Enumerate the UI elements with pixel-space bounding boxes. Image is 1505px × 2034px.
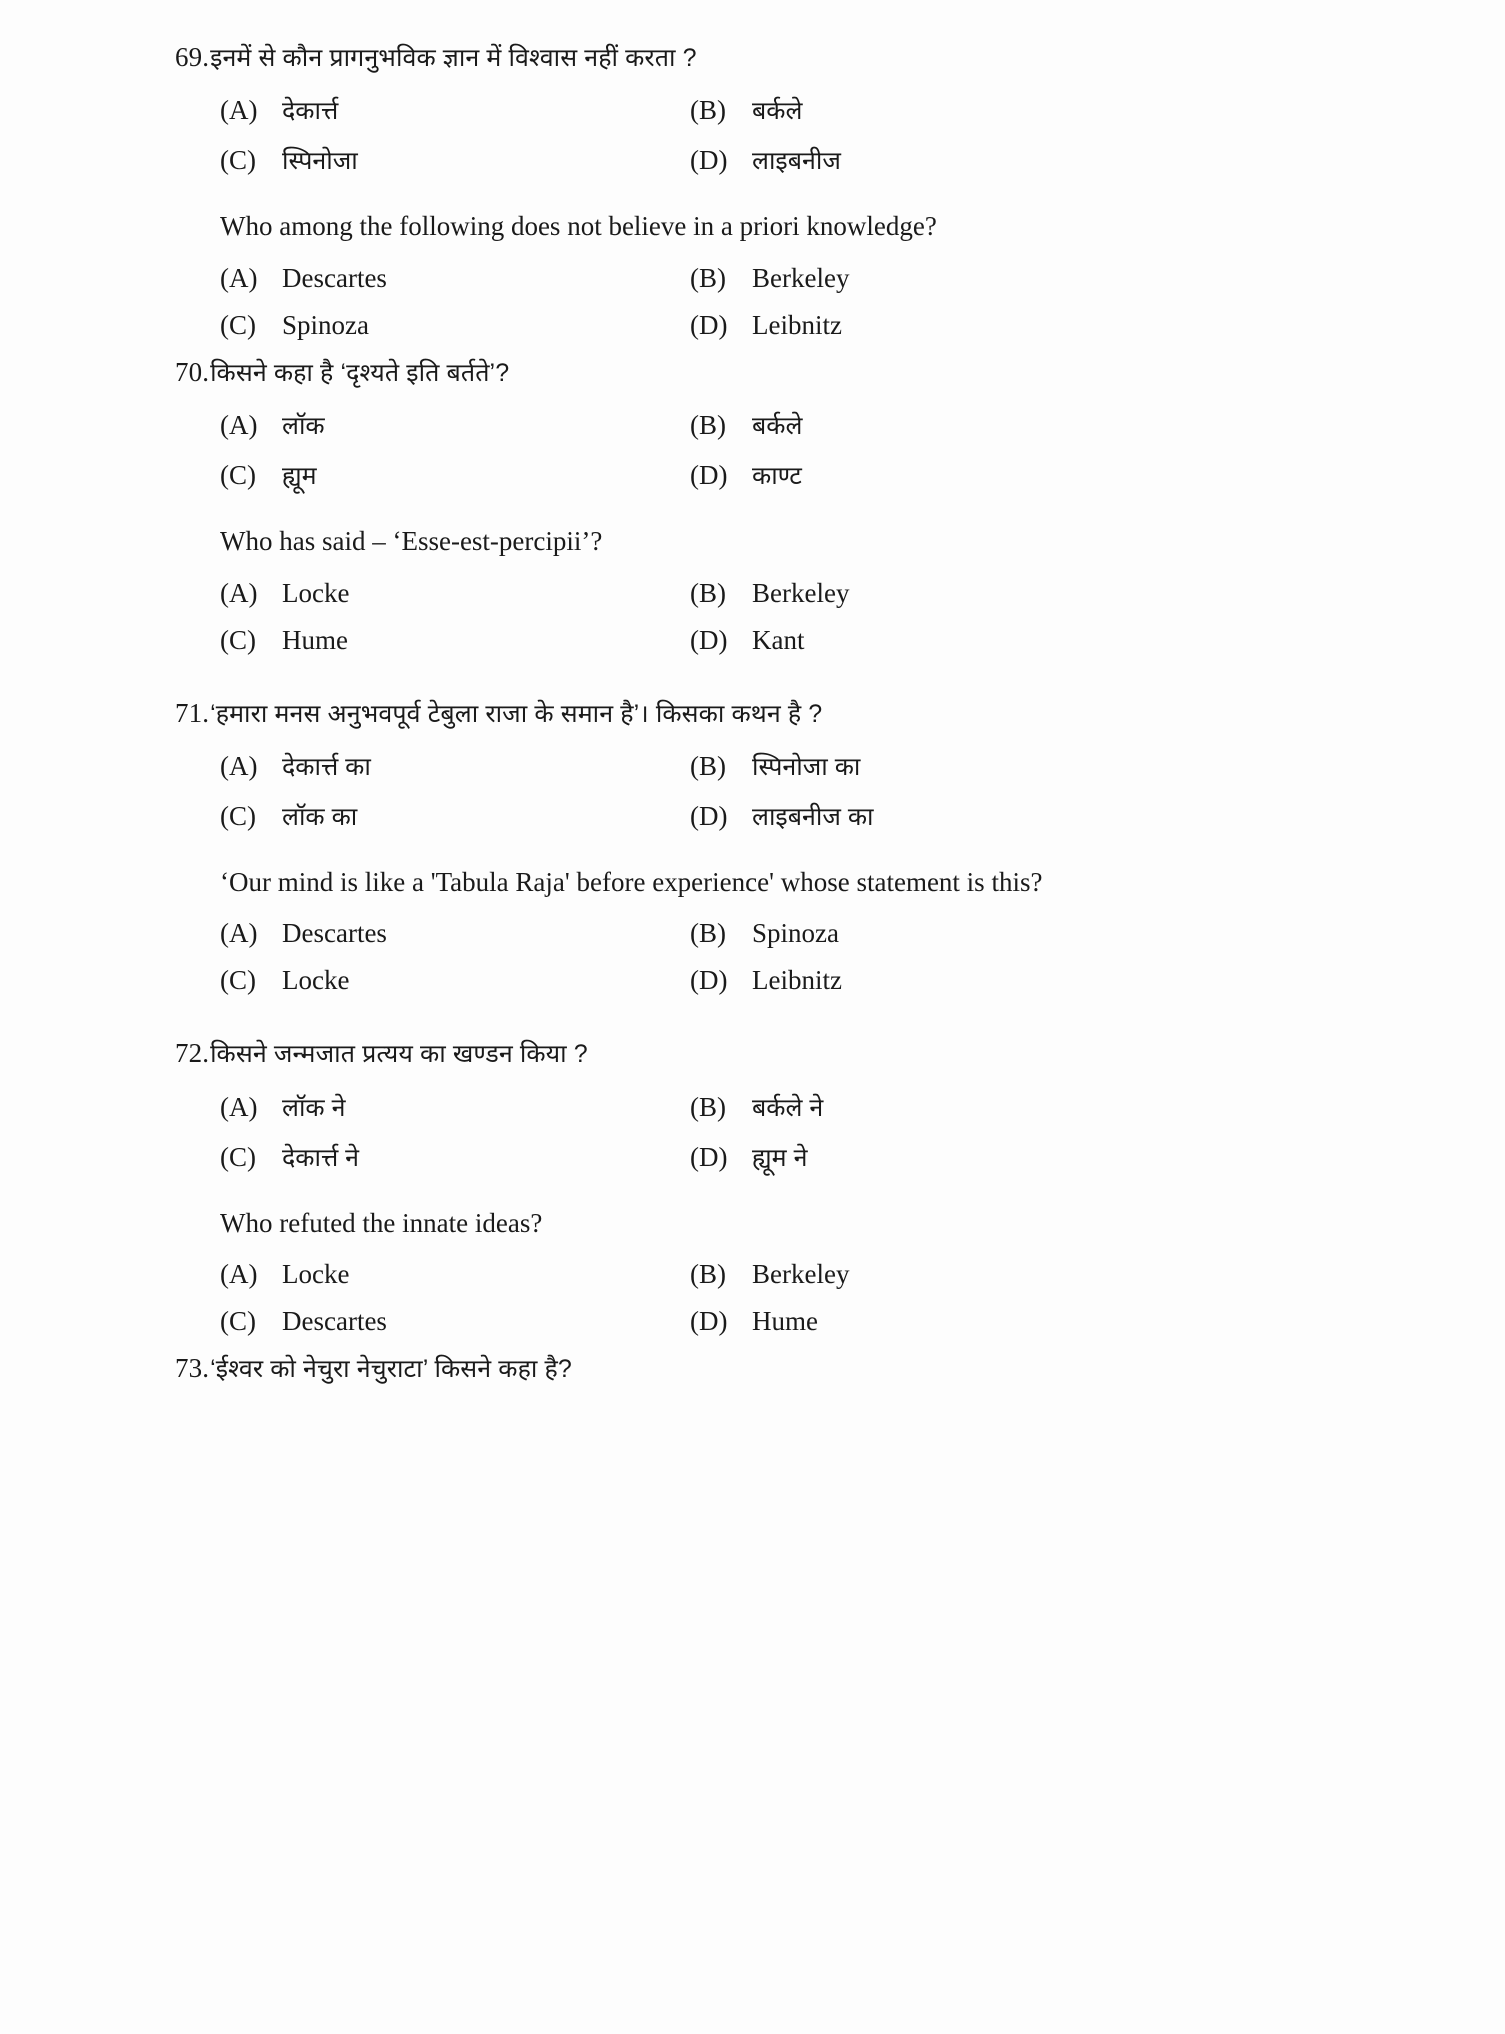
question-70-english-options [175, 578, 1385, 656]
option-72-english-b[interactable] [690, 1259, 849, 1290]
option-key: (B) [690, 918, 726, 949]
option-key: (B) [690, 1259, 726, 1290]
option-72-english-c[interactable] [220, 1306, 690, 1337]
spacer [175, 191, 1385, 205]
option-key: (C) [220, 965, 256, 996]
option-label: स्पिनोजा का [752, 752, 861, 781]
question-72-english-options [175, 1259, 1385, 1337]
option-69-english-c[interactable] [220, 310, 690, 341]
option-key: (A) [220, 1091, 258, 1122]
option-key: (C) [220, 309, 256, 340]
option-label: लाइबनीज का [752, 802, 874, 831]
option-71-english-a[interactable] [220, 918, 690, 949]
option-row [220, 625, 1385, 656]
option-key: (B) [690, 95, 726, 126]
option-key: (A) [220, 577, 258, 608]
option-label: बर्कले [752, 411, 803, 440]
option-label: Descartes [282, 918, 387, 949]
option-label: स्पिनोजा [282, 147, 358, 176]
option-key: (C) [220, 624, 256, 655]
option-71-english-d[interactable] [690, 965, 842, 996]
option-70-hindi-a[interactable] [220, 408, 690, 442]
question-69-hindi-stem: 69. इनमें से कौन प्रागनुभविक ज्ञान में विश्वास नहीं करता ? [175, 40, 1385, 75]
question-block-70 [175, 355, 1385, 656]
option-label: लॉक [282, 411, 325, 440]
question-block-69 [175, 40, 1385, 341]
option-key: (D) [690, 1306, 728, 1337]
option-key: (A) [220, 409, 258, 440]
question-69-number: 69. [175, 42, 210, 72]
option-label: Descartes [282, 1306, 387, 1337]
question-71-english-options [175, 918, 1385, 996]
option-row [220, 93, 1385, 127]
option-72-hindi-d[interactable] [690, 1140, 807, 1174]
option-key: (D) [690, 145, 728, 176]
option-70-english-d[interactable] [690, 625, 804, 656]
option-label: Descartes [282, 262, 387, 293]
option-key: (D) [690, 1141, 728, 1172]
question-72-hindi-options [175, 1090, 1385, 1174]
option-row [220, 749, 1385, 783]
option-label: Berkeley [752, 577, 850, 608]
option-72-english-a[interactable] [220, 1259, 690, 1290]
option-label: बर्कले [752, 97, 803, 126]
question-70-hindi-options [175, 408, 1385, 492]
option-72-hindi-c[interactable] [220, 1140, 690, 1174]
option-row [220, 965, 1385, 996]
spacer [175, 506, 1385, 520]
option-label: लाइबनीज [752, 147, 841, 176]
option-71-english-c[interactable] [220, 965, 690, 996]
option-label: Berkeley [752, 1259, 850, 1290]
option-label: काण्ट [752, 461, 802, 490]
option-69-english-b[interactable] [690, 263, 849, 294]
question-72-english-stem: Who refuted the innate ideas? [220, 1207, 543, 1238]
option-label: लॉक का [282, 802, 358, 831]
question-72-number: 72. [175, 1038, 210, 1069]
option-71-hindi-a[interactable] [220, 749, 690, 783]
option-row [220, 458, 1385, 492]
option-key: (D) [690, 309, 728, 340]
question-69-english-stem: Who among the following does not believe in a priori knowledge? [220, 211, 937, 242]
option-key: (B) [690, 1091, 726, 1122]
spacer [175, 670, 1385, 696]
option-key: (A) [220, 262, 258, 293]
option-label: Locke [282, 577, 350, 608]
option-key: (C) [220, 1141, 256, 1172]
option-row [220, 918, 1385, 949]
option-label: देकार्त्त ने [282, 1143, 360, 1172]
question-69-hindi-options [175, 93, 1385, 177]
question-73-hindi-stem: 73. ‘ईश्वर को नेचुरा नेचुराटा’ किसने कहा है? [175, 1351, 1385, 1386]
option-69-english-a[interactable] [220, 263, 690, 294]
question-73-number: 73. [175, 1353, 210, 1384]
spacer [175, 1010, 1385, 1036]
option-key: (C) [220, 1306, 256, 1337]
option-label: Hume [282, 624, 348, 655]
option-key: (B) [690, 262, 726, 293]
option-69-english-d[interactable] [690, 310, 842, 341]
option-69-hindi-d[interactable] [690, 143, 841, 177]
option-key: (A) [220, 1259, 258, 1290]
spacer [175, 847, 1385, 861]
option-72-hindi-a[interactable] [220, 1090, 690, 1124]
option-72-english-d[interactable] [690, 1306, 818, 1337]
option-row [220, 143, 1385, 177]
question-71-hindi-stem: 71. ‘हमारा मनस अनुभवपूर्व टेबुला राजा के समान है’। किसका कथन है ? [175, 696, 1385, 731]
option-label: बर्कले ने [752, 1093, 824, 1122]
option-70-hindi-c[interactable] [220, 458, 690, 492]
question-71-number: 71. [175, 697, 210, 728]
option-69-hindi-b[interactable] [690, 93, 802, 127]
option-label: Locke [282, 965, 350, 996]
option-key: (B) [690, 409, 726, 440]
question-block-73 [175, 1351, 1385, 1386]
option-70-english-b[interactable] [690, 578, 849, 609]
spacer [175, 1188, 1385, 1202]
question-72-hindi-stem: 72. किसने जन्मजात प्रत्यय का खण्डन किया ? [175, 1036, 1385, 1071]
option-70-hindi-d[interactable] [690, 458, 802, 492]
question-70-english-stem: Who has said – ‘Esse-est-percipii’? [220, 525, 603, 556]
option-label: Spinoza [282, 309, 369, 340]
option-key: (B) [690, 750, 726, 781]
option-70-hindi-b[interactable] [690, 408, 802, 442]
option-key: (B) [690, 577, 726, 608]
question-70-number: 70. [175, 356, 210, 387]
question-71-hindi-options [175, 749, 1385, 833]
option-key: (C) [220, 145, 256, 176]
question-69-english-options [175, 263, 1385, 341]
option-row [220, 578, 1385, 609]
option-label: Leibnitz [752, 309, 842, 340]
option-71-english-b[interactable] [690, 918, 839, 949]
option-row [220, 799, 1385, 833]
option-label: ह्यूम [282, 461, 317, 490]
option-label: ह्यूम ने [752, 1143, 808, 1172]
option-key: (D) [690, 800, 728, 831]
option-69-hindi-c[interactable] [220, 143, 690, 177]
option-row [220, 1090, 1385, 1124]
question-71-english-stem: ‘Our mind is like a 'Tabula Raja' before experience' whose statement is this? [220, 866, 1043, 897]
option-71-hindi-d[interactable] [690, 799, 874, 833]
option-key: (D) [690, 624, 728, 655]
question-block-72 [175, 1036, 1385, 1337]
option-label: Hume [752, 1306, 818, 1337]
question-70-hindi-stem: 70. किसने कहा है ‘दृश्यते इति बर्तते’? [175, 355, 1385, 390]
option-key: (A) [220, 95, 258, 126]
option-label: देकार्त्त का [282, 752, 371, 781]
option-row [220, 1259, 1385, 1290]
option-71-hindi-c[interactable] [220, 799, 690, 833]
option-key: (C) [220, 459, 256, 490]
option-label: Spinoza [752, 918, 839, 949]
option-70-english-c[interactable] [220, 625, 690, 656]
option-label: देकार्त्त [282, 97, 339, 126]
option-row [220, 408, 1385, 442]
option-key: (D) [690, 965, 728, 996]
option-label: Locke [282, 1259, 350, 1290]
option-label: Leibnitz [752, 965, 842, 996]
option-70-english-a[interactable] [220, 578, 690, 609]
option-72-hindi-b[interactable] [690, 1090, 823, 1124]
option-row [220, 310, 1385, 341]
option-label: Berkeley [752, 262, 850, 293]
option-71-hindi-b[interactable] [690, 749, 860, 783]
option-row [220, 1306, 1385, 1337]
option-key: (C) [220, 800, 256, 831]
option-label: लॉक ने [282, 1093, 346, 1122]
question-block-71 [175, 696, 1385, 997]
option-69-hindi-a[interactable] [220, 93, 690, 127]
option-key: (D) [690, 459, 728, 490]
option-key: (A) [220, 750, 258, 781]
option-key: (A) [220, 918, 258, 949]
option-row [220, 263, 1385, 294]
option-row [220, 1140, 1385, 1174]
option-label: Kant [752, 624, 805, 655]
